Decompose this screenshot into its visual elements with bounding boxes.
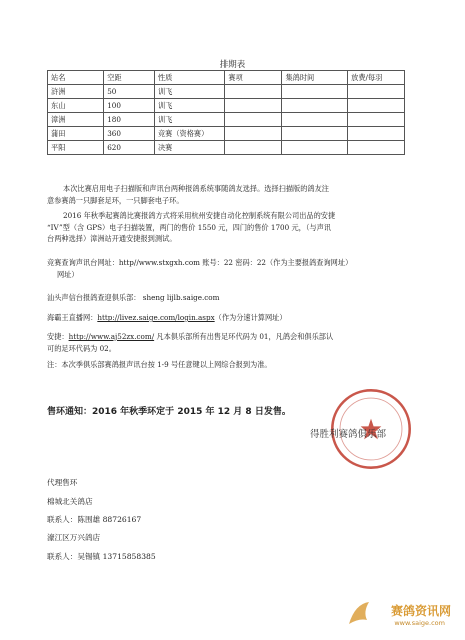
table-header-row <box>48 71 405 85</box>
table-header-cell: 站名 <box>48 71 104 85</box>
contact-heading: 代理售环 <box>47 478 78 487</box>
table-header-cell: 集鸽时间 <box>282 71 348 85</box>
watermark-url: www.saige.com <box>394 619 445 627</box>
site-query-account: 账号：22 密码：22（作为主要报鸽查询网址） <box>202 258 353 267</box>
contact-person: 联系人：吴锡镇 13715858385 <box>47 552 156 561</box>
anjie-rest-cont: 可的足环代码为 02。 <box>47 343 116 353</box>
table-header-cell: 放费/每羽 <box>348 71 405 85</box>
site-query-line <box>47 257 417 269</box>
table-cell: 浒洲 <box>48 85 104 99</box>
table-cell <box>348 99 405 113</box>
table-cell <box>225 85 282 99</box>
table-cell: 100 <box>104 99 155 113</box>
contact-shop: 棉城北关鸽店 <box>47 497 93 506</box>
site-query-url[interactable]: http//www.stxgxh.com <box>118 258 200 267</box>
anjie-line <box>47 331 417 354</box>
table-row <box>48 141 405 155</box>
club-signature: 得胜利赛鸽俱乐部 <box>310 429 387 440</box>
shantou-label: 汕头声信台报鸽查迎俱乐部： <box>47 293 141 302</box>
table-cell <box>225 141 282 155</box>
site-query-label: 竞赛查询声讯台网址： <box>47 258 119 267</box>
table-header-cell: 赛项 <box>225 71 282 85</box>
paragraph-line: 2016 年秋季起赛鸽比赛报鸽方式将采用杭州安捷自动化控制系统有限公司出品的安捷 <box>63 211 336 220</box>
table-cell: 平阳 <box>48 141 104 155</box>
table-cell: 620 <box>104 141 155 155</box>
note-line: 注：本次季俱乐部赛鸽报声讯台按 1-9 号任意键以上网综合报到为准。 <box>47 360 272 369</box>
contact-person: 联系人：陈围雄 88726167 <box>47 515 142 524</box>
table-cell <box>348 85 405 99</box>
shantou-line <box>47 292 417 304</box>
paragraph-line: 意参赛鸽一只脚套足环，一只脚套电子环。 <box>47 195 184 205</box>
table-cell: 东山 <box>48 99 104 113</box>
ring-sale-notice: 售环通知：2016 年秋季环定于 2015 年 12 月 8 日发售。 <box>47 407 291 417</box>
table-row <box>48 99 405 113</box>
table-row <box>48 85 405 99</box>
link-section <box>47 257 417 280</box>
pigeon-logo-icon <box>345 598 375 632</box>
table-cell <box>282 99 348 113</box>
table-cell: 360 <box>104 127 155 141</box>
table-cell <box>282 141 348 155</box>
table-cell: 训飞 <box>154 113 224 127</box>
table-cell: 训飞 <box>154 99 224 113</box>
table-header-cell: 性质 <box>154 71 224 85</box>
table-cell: 50 <box>104 85 155 99</box>
haiba-note: （作为分速计算网址） <box>214 313 287 322</box>
shantou-url[interactable]: sheng lijlb.saige.com <box>142 293 220 302</box>
table-cell <box>225 99 282 113</box>
table-cell: 竞赛（资格赛） <box>154 127 224 141</box>
table-cell <box>282 113 348 127</box>
table-cell <box>348 113 405 127</box>
table-cell <box>348 141 405 155</box>
table-cell: 180 <box>104 113 155 127</box>
table-cell: 蒲田 <box>48 127 104 141</box>
table-cell <box>282 127 348 141</box>
table-header-cell: 空距 <box>104 71 155 85</box>
table-cell: 训飞 <box>154 85 224 99</box>
anjie-url-link[interactable]: http://www.aj52zx.com/ <box>68 332 155 341</box>
anjie-label: 安捷： <box>47 332 69 341</box>
haiba-label: 海霸王直播网： <box>47 313 98 322</box>
table-row <box>48 113 405 127</box>
contact-shop: 濠江区万兴鸽店 <box>47 533 101 542</box>
site-query-line-cont: 网址） <box>57 269 79 279</box>
anjie-rest: 凡本俱乐部所有出售足环代码为 01，凡鸽会和俱乐部认 <box>156 332 334 341</box>
paragraph-anjie-device <box>47 210 417 245</box>
site-watermark <box>345 598 455 634</box>
table-cell <box>225 113 282 127</box>
table-cell: 漳洲 <box>48 113 104 127</box>
table-row <box>48 127 405 141</box>
paragraph-line: 本次比赛启用电子扫描版和声讯台两种报鸽系统事随鸽友选择。选择扫描版的鸽友注 <box>63 184 329 193</box>
haiba-url-link[interactable]: http://livez.saige.com/login.aspx <box>97 313 215 322</box>
table-cell <box>282 85 348 99</box>
schedule-table <box>47 70 405 155</box>
table-cell <box>348 127 405 141</box>
paragraph-line: “IV”型（含 GPS）电子扫描装置，两门的售价 1550 元，四门的售价 1700 元，（与声讯 <box>47 222 331 232</box>
paragraph-line: 台两种选择）漳洲站开通安捷报到测试。 <box>47 234 177 243</box>
page-title: 排期表 <box>219 60 246 70</box>
table-cell: 决赛 <box>154 141 224 155</box>
haiba-line <box>47 312 417 324</box>
paragraph-scan-options <box>47 183 417 206</box>
watermark-brand: 赛鸽资讯网 <box>390 604 451 618</box>
table-cell <box>225 127 282 141</box>
